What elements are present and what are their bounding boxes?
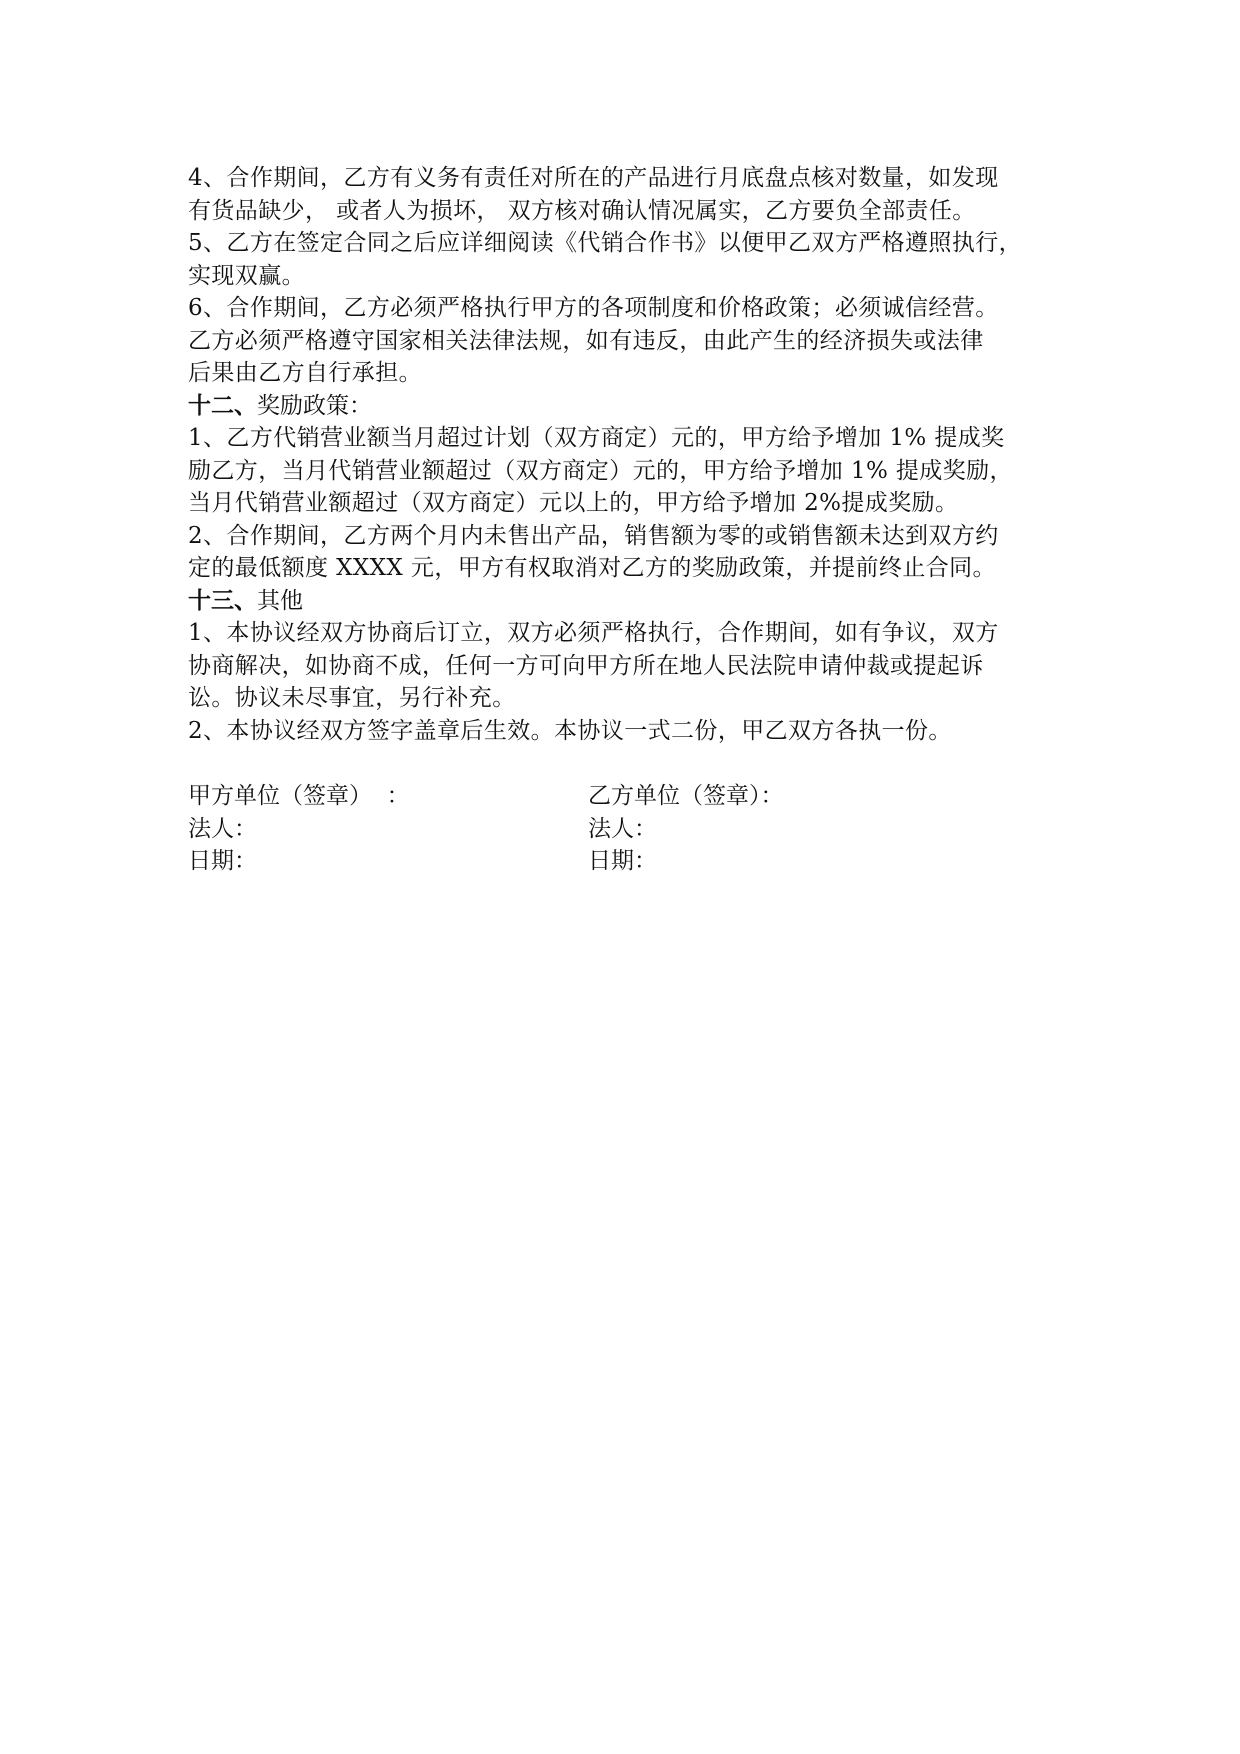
signature-row-unit	[188, 780, 1068, 813]
party-a-unit-label: 甲方单位（签章） ：	[188, 783, 410, 809]
section-heading-other	[188, 585, 1068, 618]
clause-line: 2、合作期间，乙方两个月内未售出产品，销售额为零的或销售额未达到双方约	[188, 522, 999, 549]
clause-line: 实现双赢。	[188, 262, 305, 289]
party-b-date-label: 日期：	[588, 848, 657, 874]
clause-line: 后果由乙方自行承担。	[188, 360, 422, 386]
clause-line: 1、本协议经双方协商后订立，双方必须严格执行，合作期间，如有争议，双方	[188, 620, 999, 646]
party-a-date-label: 日期：	[188, 848, 257, 874]
section-number: 十二、	[188, 391, 257, 419]
clause-line: 当月代销营业额超过（双方商定）元以上的，甲方给予增加 2%提成奖励。	[188, 490, 959, 516]
clause-line: 1、乙方代销营业额当月超过计划（双方商定）元的，甲方给予增加 1% 提成奖	[188, 425, 1005, 451]
clause-line: 励乙方，当月代销营业额超过（双方商定）元的，甲方给予增加 1% 提成奖励，	[188, 457, 1013, 484]
signature-row-legal	[188, 813, 1068, 846]
party-b-unit-label: 乙方单位（签章）：	[588, 783, 784, 809]
signature-row-date	[188, 845, 1068, 878]
party-a-legal-label: 法人：	[188, 815, 257, 842]
section-number: 十三、	[188, 586, 257, 614]
contract-body	[188, 162, 1068, 747]
signature-block	[188, 780, 1068, 878]
clause-line: 协商解决，如协商不成，任何一方可向甲方所在地人民法院申请仲裁或提起诉	[188, 652, 984, 679]
section-title: 奖励政策：	[257, 392, 372, 419]
section-title: 其他	[257, 587, 303, 614]
clause-line: 4、合作期间，乙方有义务有责任对所在的产品进行月底盘点核对数量，如发现	[188, 165, 999, 191]
party-b-legal-label: 法人：	[588, 815, 657, 842]
clause-line: 5、乙方在签定合同之后应详细阅读《代销合作书》以便甲乙双方严格遵照执行，	[188, 230, 1023, 256]
clause-line: 乙方必须严格遵守国家相关法律法规，如有违反，由此产生的经济损失或法律	[188, 327, 984, 354]
clause-line: 6、合作期间，乙方必须严格执行甲方的各项制度和价格政策；必须诚信经营。	[188, 295, 999, 321]
section-heading-rewards	[188, 390, 1068, 423]
clause-line: 有货品缺少， 或者人为损坏， 双方核对确认情况属实，乙方要负全部责任。	[188, 197, 976, 224]
clause-line: 讼。协议未尽事宜，另行补充。	[188, 685, 516, 711]
clause-line: 2、本协议经双方签字盖章后生效。本协议一式二份，甲乙双方各执一份。	[188, 717, 952, 744]
clause-line: 定的最低额度 XXXX 元，甲方有权取消对乙方的奖励政策，并提前终止合同。	[188, 555, 996, 581]
